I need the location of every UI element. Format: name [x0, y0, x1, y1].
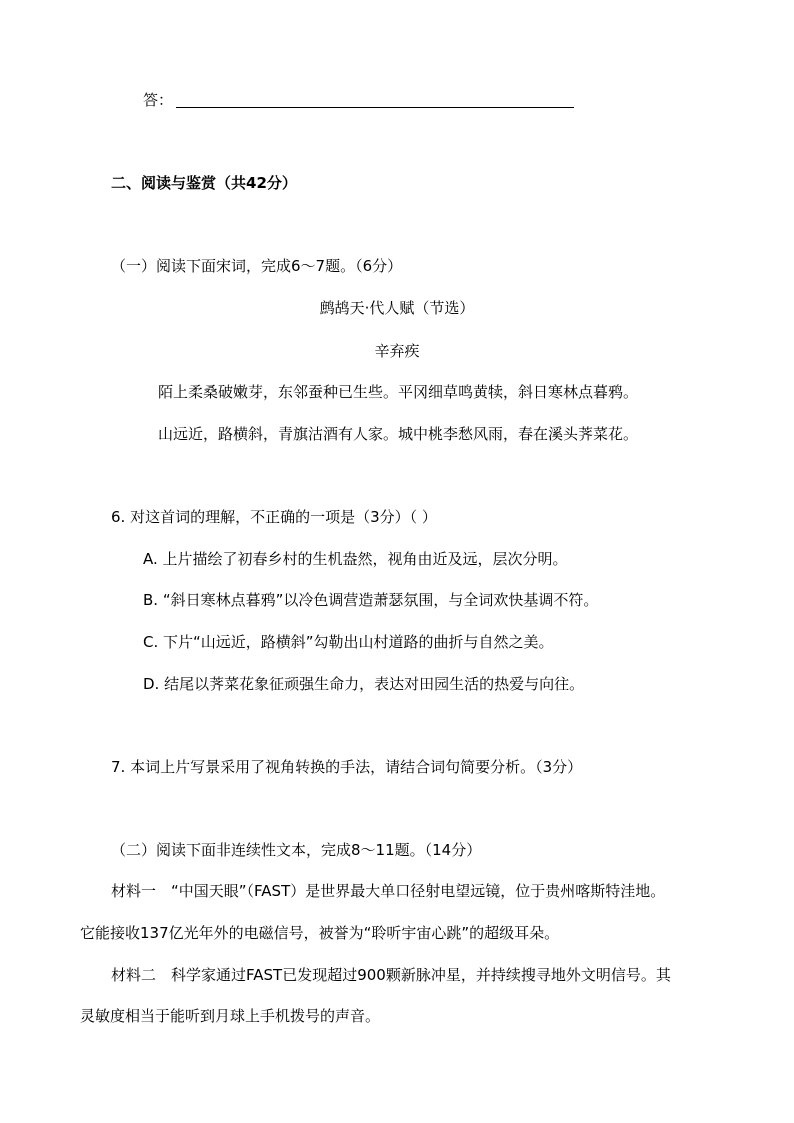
material2-line: 灵敏度相当于能听到月球上手机拨号的声音。 — [80, 1007, 381, 1025]
question-6-stem: 6. 对这首词的理解，不正确的一项是（3分）（ ） — [111, 508, 437, 526]
poem-line: 山远近，路横斜，青旗沽酒有人家。城中桃李愁风雨，春在溪头荠菜花。 — [158, 425, 639, 443]
q6-option-d: D. 结尾以荠菜花象征顽强生命力，表达对田园生活的热爱与向往。 — [143, 675, 585, 693]
q6-option-a: A. 上片描绘了初春乡村的生机盎然，视角由近及远，层次分明。 — [143, 550, 568, 568]
material1-line: 材料一 “中国天眼”（FAST）是世界最大单口径射电望远镜，位于贵州喀斯特洼地。 — [111, 882, 666, 900]
material1-line: 它能接收137亿光年外的电磁信号，被誉为“聆听宇宙心跳”的超级耳朵。 — [80, 924, 560, 942]
q6-option-c: C. 下片“山远近，路横斜”勾勒出山村道路的曲折与自然之美。 — [143, 633, 554, 651]
q6-option-b: B. “斜日寒林点暮鸦”以冷色调营造萧瑟氛围，与全词欢快基调不符。 — [143, 591, 599, 609]
material2-line: 材料二 科学家通过FAST已发现超过900颗新脉冲星，并持续搜寻地外文明信号。其 — [111, 966, 671, 984]
poem-author: 辛弃疾 — [374, 342, 420, 360]
section-title: 二、阅读与鉴赏（共42分） — [111, 174, 297, 192]
poem-line: 陌上柔桑破嫩芽，东邻蚕种已生些。平冈细草鸣黄犊，斜日寒林点暮鸦。 — [158, 383, 639, 401]
part1-intro: （一）阅读下面宋词，完成6～7题。（6分） — [111, 257, 403, 275]
question-7-stem: 7. 本词上片写景采用了视角转换的手法，请结合词句简要分析。（3分） — [111, 758, 583, 776]
poem-title: 鹧鸪天·代人赋（节选） — [319, 299, 475, 317]
answer-line[interactable] — [176, 107, 574, 108]
part2-intro: （二）阅读下面非连续性文本，完成8～11题。（14分） — [111, 841, 482, 859]
answer-label: 答： — [143, 91, 174, 109]
